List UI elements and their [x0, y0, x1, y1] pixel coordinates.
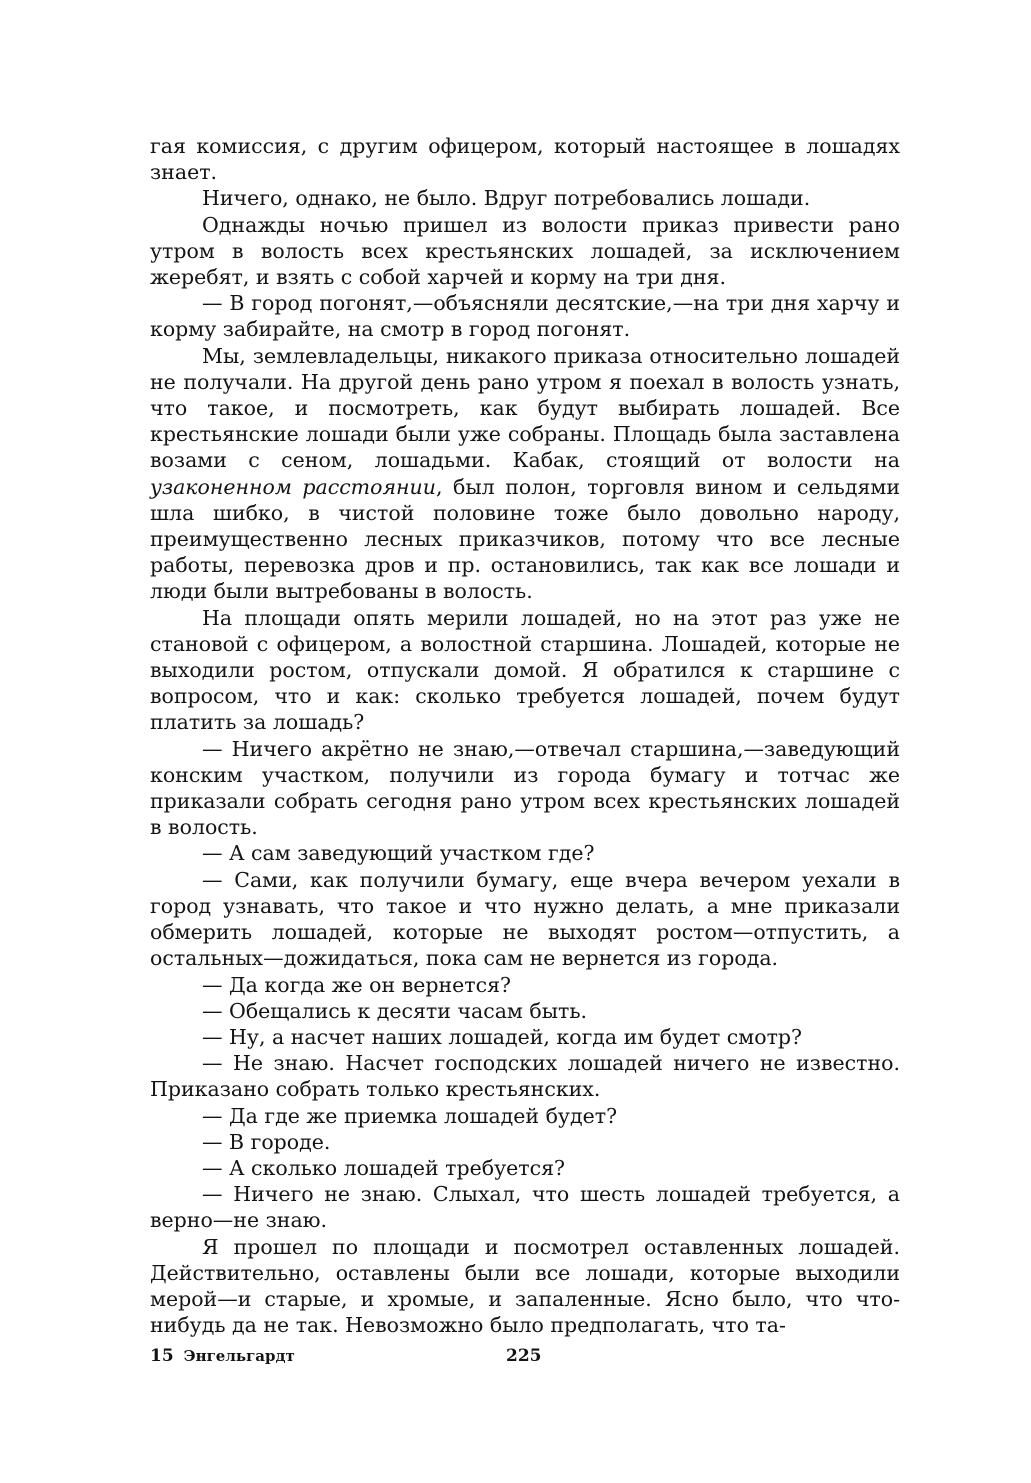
paragraph: — А сам заведующий участком где?: [202, 841, 595, 866]
signature-author: Энгельгардт: [183, 1347, 295, 1365]
paragraph: — В город погонят,—объясняли десятские,—на три дня харчу и корму забирайте, на смотр в город погонят.: [150, 291, 900, 342]
paragraph: — Не знаю. Насчет господских лошадей ничего не известно. Приказано собрать только крестьянских.: [150, 1051, 900, 1102]
paragraph: — Ничего не знаю. Слыхал, что шесть лошадей требуется, а верно—не знаю.: [150, 1182, 900, 1233]
page-footer: [150, 1346, 900, 1372]
italic-phrase: узаконенном расстоянии: [150, 474, 436, 499]
paragraph: На площади опять мерили лошадей, но на этот раз уже не становой с офицером, а волостной старшина. Лошадей, которые не выходили ростом, отпускали домой. Я обратился к старшине с вопросом, что и как: сколько требуется лошадей, почем будут платить за лошадь?: [150, 605, 900, 735]
paragraph: — Обещались к десяти часам быть.: [202, 998, 588, 1023]
page-number: 225: [506, 1346, 542, 1366]
paragraph: — В городе.: [202, 1129, 331, 1154]
paragraph: — Ну, а насчет наших лошадей, когда им будет смотр?: [202, 1024, 803, 1049]
paragraph: Я прошел по площади и посмотрел оставленных лошадей. Действительно, оставлены были все лошади, которые выходили мерой—и старые, и хромые, и запаленные. Ясно было, что что-нибудь да не так. Невозможно было предполагать, что та-: [150, 1234, 900, 1338]
paragraph: Однажды ночью пришел из волости приказ привести рано утром в волость всех крестьянских лошадей, за исключением жеребят, и взять с собой харчей и корму на три дня.: [150, 212, 900, 290]
text-run: Мы, землевладельцы, никакого приказа относительно лошадей не получали. На другой день рано утром я поехал в волость узнать, что такое, и посмотреть, как будут выбирать лошадей. Все крестьянские лошади были уже собраны. Площадь была заставлена возами с сеном, лошадьми. Кабак, стоящий от волости на: [150, 343, 900, 473]
paragraph: Ничего, однако, не было. Вдруг потребовались лошади.: [202, 186, 811, 211]
body-text: [150, 133, 900, 1338]
paragraph: — Да когда же он вернется?: [202, 972, 512, 997]
paragraph: — Да где же приемка лошадей будет?: [202, 1103, 618, 1128]
paragraph: [150, 343, 900, 605]
paragraph: — Сами, как получили бумагу, еще вчера вечером уехали в город узнавать, что такое и что нужно делать, а мне приказали обмерить лошадей, которые не выходят ростом—отпустить, а остальных—дожидаться, пока сам не вернется из города.: [150, 867, 900, 971]
text-run: , был полон, торговля вином и сельдями шла шибко, в чистой половине тоже было довольно народу, преимущественно лесных приказчиков, потому что все лесные работы, перевозка дров и пр. остановились, так как все лошади и люди были вытребованы в волость.: [150, 474, 900, 604]
paragraph: — А сколько лошадей требуется?: [202, 1155, 566, 1180]
signature-number: 15: [150, 1346, 174, 1366]
paragraph: гая комиссия, с другим офицером, который настоящее в лошадях знает.: [150, 134, 900, 185]
signature-mark: [150, 1346, 295, 1366]
paragraph: — Ничего акрётно не знаю,—отвечал старшина,—заведующий конским участком, получили из города бумагу и тотчас же приказали собрать сегодня рано утром всех крестьянских лошадей в волость.: [150, 736, 900, 840]
